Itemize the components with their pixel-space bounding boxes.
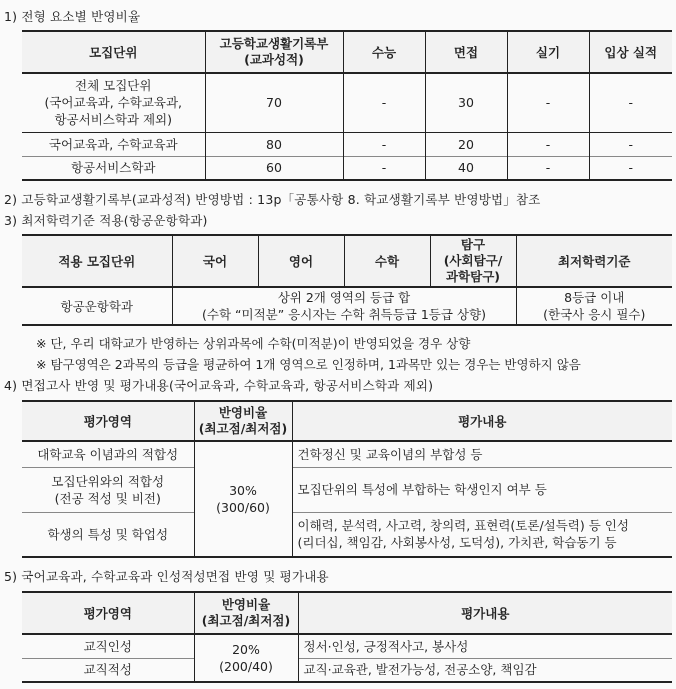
practical-cell: -: [507, 156, 589, 180]
col-header-awards: 입상 실적: [589, 31, 672, 73]
interview-cell: 40: [425, 156, 507, 180]
col-header-inquiry: 탐구 (사회탐구/ 과학탐구): [430, 235, 516, 287]
record-cell: 70: [205, 73, 343, 132]
col-header-area: 평가영역: [22, 401, 194, 441]
table-row: [22, 132, 672, 156]
unit-cell: 항공운항학과: [22, 287, 172, 325]
unit-cell: 국어교육과, 수학교육과: [22, 132, 205, 156]
col-header-korean: 국어: [172, 235, 258, 287]
awards-cell: -: [589, 132, 672, 156]
record-cell: 60: [205, 156, 343, 180]
table-row: [22, 658, 672, 682]
content-cell: 이해력, 분석력, 사고력, 창의력, 표현력(토론/설득력) 등 인성 (리더십, 책임감, 사회봉사성, 도덕성), 가치관, 학습동기 등: [292, 512, 672, 557]
record-cell: 80: [205, 132, 343, 156]
teacher-interview-table: [22, 591, 672, 683]
ratio-cell: 30% (300/60): [194, 441, 292, 557]
note-1: ※ 단, 우리 대학교가 반영하는 상위과목에 수학(미적분)이 반영되었을 경우 상향: [36, 336, 471, 351]
col-header-english: 영어: [258, 235, 344, 287]
unit-cell: 전체 모집단위 (국어교육과, 수학교육과, 항공서비스학과 제외): [22, 73, 205, 132]
practical-cell: -: [507, 73, 589, 132]
minimum-cell: 8등급 이내 (한국사 응시 필수): [516, 287, 672, 325]
section1-heading: 1) 전형 요소별 반영비율: [4, 9, 141, 24]
col-header-minimum: 최저학력기준: [516, 235, 672, 287]
area-cell: 학생의 특성 및 학업성: [22, 512, 194, 557]
table-row: [22, 441, 672, 467]
col-header-area: 평가영역: [22, 592, 194, 634]
suneung-cell: -: [343, 132, 425, 156]
col-header-unit: 모집단위: [22, 31, 205, 73]
table-row: [22, 467, 672, 512]
interview-cell: 30: [425, 73, 507, 132]
col-header-ratio: 반영비율 (최고점/최저점): [194, 401, 292, 441]
area-cell: 대학교육 이념과의 적합성: [22, 441, 194, 467]
unit-cell: 항공서비스학과: [22, 156, 205, 180]
content-cell: 건학정신 및 교육이념의 부합성 등: [292, 441, 672, 467]
section4-heading: 4) 면접고사 반영 및 평가내용(국어교육과, 수학교육과, 항공서비스학과 제외): [4, 378, 434, 393]
col-header-content: 평가내용: [298, 592, 672, 634]
col-header-unit: 적용 모집단위: [22, 235, 172, 287]
section3-heading: 3) 최저학력기준 적용(항공운항학과): [4, 213, 208, 228]
interview-cell: 20: [425, 132, 507, 156]
col-header-content: 평가내용: [292, 401, 672, 441]
table-row: [22, 287, 672, 325]
section5-heading: 5) 국어교육과, 수학교육과 인성적성면접 반영 및 평가내용: [4, 569, 329, 584]
content-cell: 교직·교육관, 발전가능성, 전공소양, 책임감: [298, 658, 672, 682]
table-row: [22, 512, 672, 557]
col-header-interview: 면접: [425, 31, 507, 73]
content-cell: 모집단위의 특성에 부합하는 학생인지 여부 등: [292, 467, 672, 512]
practical-cell: -: [507, 132, 589, 156]
suneung-cell: -: [343, 156, 425, 180]
area-cell: 모집단위와의 적합성 (전공 적성 및 비전): [22, 467, 194, 512]
col-header-practical: 실기: [507, 31, 589, 73]
criteria-cell: 상위 2개 영역의 등급 합 (수학 “미적분” 응시자는 수학 취득등급 1등급 상향): [172, 287, 516, 325]
suneung-cell: -: [343, 73, 425, 132]
minimum-standard-table: [22, 234, 672, 326]
col-header-math: 수학: [344, 235, 430, 287]
col-header-suneung: 수능: [343, 31, 425, 73]
awards-cell: -: [589, 73, 672, 132]
table-row: [22, 156, 672, 180]
section2-text: 2) 고등학교생활기록부(교과성적) 반영방법 : 13p「공통사항 8. 학교생활기록부 반영방법」참조: [4, 192, 541, 207]
interview-eval-table: [22, 400, 672, 558]
content-cell: 정서·인성, 긍정적사고, 봉사성: [298, 634, 672, 658]
ratio-cell: 20% (200/40): [194, 634, 298, 682]
table-row: [22, 634, 672, 658]
area-cell: 교직적성: [22, 658, 194, 682]
ratio-table: [22, 30, 672, 181]
awards-cell: -: [589, 156, 672, 180]
area-cell: 교직인성: [22, 634, 194, 658]
col-header-record: 고등학교생활기록부 (교과성적): [205, 31, 343, 73]
table-row: [22, 73, 672, 132]
note-2: ※ 탐구영역은 2과목의 등급을 평균하여 1개 영역으로 인정하며, 1과목만 있는 경우는 반영하지 않음: [36, 357, 581, 372]
col-header-ratio: 반영비율 (최고점/최저점): [194, 592, 298, 634]
